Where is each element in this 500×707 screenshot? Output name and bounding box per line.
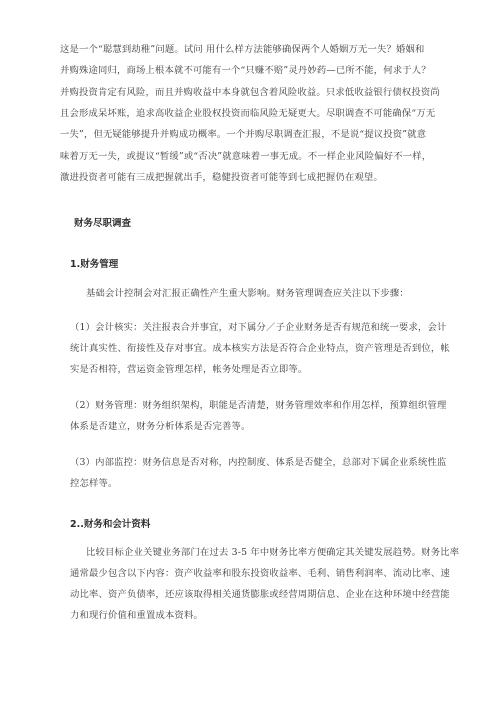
intro-line: 一失”，但无疑能够提升并购成功概率。一个并购尽职调查汇报，不是说“提议投资”就意 [60, 129, 427, 140]
subsection-heading-financial-management: 1.财务管理 [70, 259, 119, 270]
subsection-lead: 基础会计控制会对汇报正确性产生重大影响。财务管理调查应关注以下步骤： [86, 288, 409, 299]
section-title: 财务尽职调查 [74, 218, 132, 229]
item-line: （2）财务管理：财务组织架构，职能是否清楚，财务管理效率和作用怎样，预算组织管理 [70, 400, 447, 411]
item-line: （1）会计核实：关注报表合并事宜，对下属分／子企业财务是否有规范和统一要求，会计 [70, 322, 447, 333]
item-line: 控怎样等。 [70, 478, 118, 489]
intro-line: 这是一个“聪慧到劫稚”问题。试问 用什么样方法能够确保两个人婚姻万无一失？婚姻和 [60, 44, 425, 55]
paragraph-line: 比较目标企业关键业务部门在过去 3-5 年中财务比率方便确定其关键发展趋势。财务比率 [86, 547, 460, 558]
item-line: （3）内部监控：财务信息是否对称，内控制度、体系是否健全，总部对下属企业系统性监 [70, 457, 447, 468]
paragraph-line: 动比率、资产负债率，还应该取得相关通货膨胀或经营周期信息、企业在这种环境中经营能 [70, 589, 450, 600]
item-line: 体系是否建立，财务分析体系是否完善等。 [70, 421, 251, 432]
subsection-heading-financial-data: 2..财务和会计资料 [70, 519, 151, 530]
intro-line: 激进投资者可能有三成把握就出手，稳健投资者可能等到七成把握仍在观望。 [60, 172, 383, 183]
paragraph-line: 力和现行价值和重置成本资料。 [70, 610, 203, 621]
intro-line: 且会形成呆坏账，追求高收益企业股权投资而临风险无疑更大。尽职调查不可能确保“万无 [60, 108, 436, 119]
item-line: 实是否相符，营运资金管理怎样，帐务处理是否立即等。 [70, 364, 308, 375]
intro-line: 并购殊途同归，商场上根本就不可能有一个“只赚不赔”灵丹妙药—已所不能，何求于人？ [60, 65, 431, 76]
intro-line: 味着万无一失，或提议“暂缓”或“否决”就意味着一事无成。不一样企业风险偏好不一样， [60, 151, 432, 162]
item-line: 统计真实性、衔接性及存对事宜。成本核实方法是否符合企业特点，资产管理是否到位，帐 [70, 343, 450, 354]
paragraph-line: 通常最少包含以下内容：资产收益率和股东投资收益率、毛利、销售利润率、流动比率、速 [70, 568, 450, 579]
intro-line: 并购投资肯定有风险，而且并购收益中本身就包含着风险收益。只求低收益银行债权投资尚 [60, 87, 440, 98]
